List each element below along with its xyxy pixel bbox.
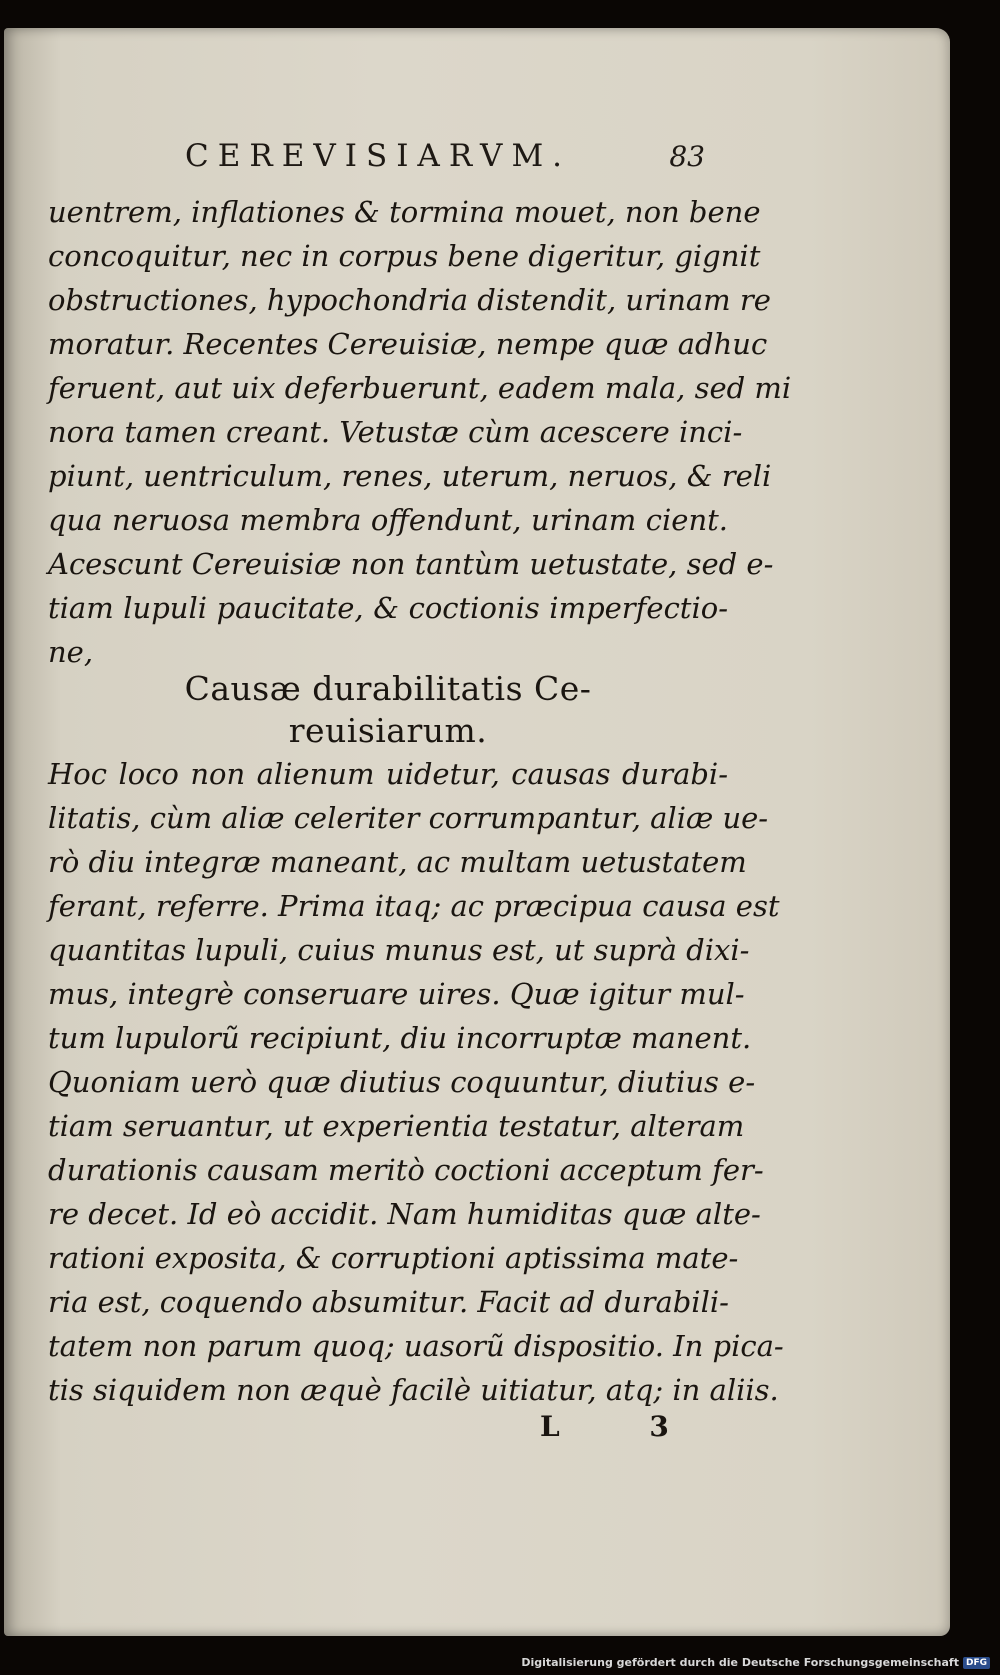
credit-text: Digitalisierung gefördert durch die Deutsche Forschungsgemeinschaft	[521, 1656, 959, 1669]
running-head-title: CEREVISIARVM.	[185, 138, 572, 174]
text-line: mus, integrè conseruare uires. Quæ igitur mul-	[48, 977, 745, 1011]
text-line: qua neruosa membra offendunt, urinam cient.	[48, 503, 728, 537]
signature-mark: L 3	[540, 1410, 709, 1443]
text-line: ferant, referre. Prima itaq; ac præcipua causa est	[48, 889, 780, 923]
digitization-credit	[521, 1656, 990, 1669]
text-line: re decet. Id eò accidit. Nam humiditas quæ alte-	[48, 1197, 761, 1231]
page-number: 83	[669, 140, 705, 173]
text-line: piunt, uentriculum, renes, uterum, neruos, & reli	[48, 459, 772, 493]
text-line: Acescunt Cereuisiæ non tantùm uetustate, sed e-	[48, 547, 774, 581]
text-line: obstructiones, hypochondria distendit, urinam re	[48, 283, 771, 317]
text-line: Quoniam uerò quæ diutius coquuntur, diutius e-	[48, 1065, 756, 1099]
text-line: quantitas lupuli, cuius munus est, ut suprà dixi-	[48, 933, 750, 967]
text-line: ne,	[48, 635, 94, 669]
dfg-logo: DFG	[963, 1657, 990, 1669]
text-line: moratur. Recentes Cereuisiæ, nempe quæ adhuc	[48, 327, 768, 361]
text-line: rò diu integræ maneant, ac multam uetustatem	[48, 845, 747, 879]
running-head	[185, 138, 705, 174]
text-line: tum lupulorũ recipiunt, diu incorruptæ manent.	[48, 1021, 752, 1055]
paragraph-1	[48, 190, 792, 674]
section-heading-line: Causæ durabilitatis Ce-	[184, 669, 592, 708]
text-line: Hoc loco non alienum uidetur, causas durabi-	[48, 757, 728, 791]
text-line: ria est, coquendo absumitur. Facit ad durabili-	[48, 1285, 729, 1319]
text-line: nora tamen creant. Vetustæ cùm acescere inci-	[48, 415, 743, 449]
text-line: tatem non parum quoq; uasorũ dispositio. In pica-	[48, 1329, 784, 1363]
text-line: tis siquidem non æquè facilè uitiatur, atq; in aliis.	[48, 1373, 779, 1407]
text-line: uentrem, inflationes & tormina mouet, non bene	[48, 195, 761, 229]
text-line: durationis causam meritò coctioni acceptum fer-	[48, 1153, 764, 1187]
paragraph-2	[48, 752, 784, 1412]
section-heading	[48, 668, 728, 752]
text-line: rationi exposita, & corruptioni aptissima mate-	[48, 1241, 739, 1275]
text-line: concoquitur, nec in corpus bene digeritur, gignit	[48, 239, 761, 273]
text-line: tiam seruantur, ut experientia testatur, alteram	[48, 1109, 745, 1143]
text-line: feruent, aut uix deferbuerunt, eadem mala, sed mi	[48, 371, 792, 405]
text-line: tiam lupuli paucitate, & coctionis imperfectio-	[48, 591, 728, 625]
section-heading-line: reuisiarum.	[288, 711, 488, 750]
text-line: litatis, cùm aliæ celeriter corrumpantur, aliæ ue-	[48, 801, 769, 835]
